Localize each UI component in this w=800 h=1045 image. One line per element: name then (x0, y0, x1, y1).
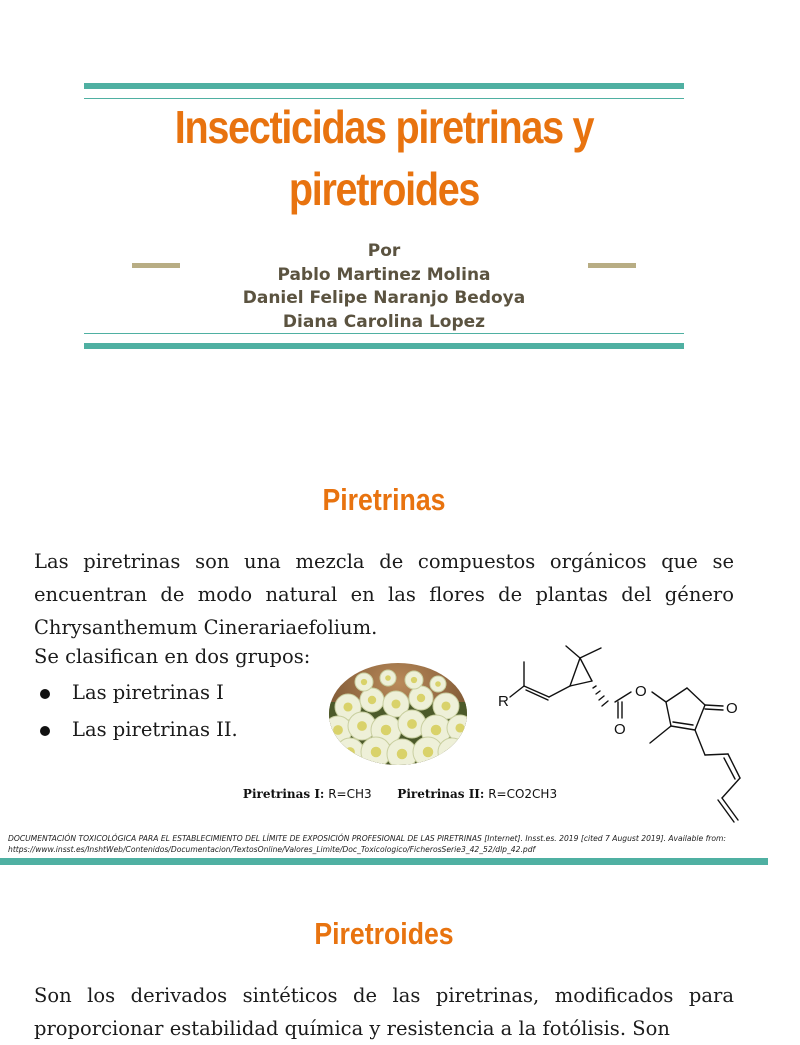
groups-list (40, 676, 238, 750)
citation-url: https://www.insst.es/InshtWeb/Contenidos/Documentacion/TextosOnline/Valores_Limite/Doc_Toxicologico/FicherosSerie3_42_52/dlp_42.pdf (8, 844, 536, 854)
ester-oxygen-label: O (635, 683, 647, 700)
flower-center (343, 702, 352, 711)
legend-type1-formula: R=CH3 (328, 787, 372, 801)
author-name: Daniel Felipe Naranjo Bedoya (242, 288, 526, 308)
flower-center (397, 749, 408, 760)
legend-type2-formula: R=CO2CH3 (488, 787, 558, 801)
flower-center (345, 747, 355, 757)
flower-center (333, 725, 343, 735)
left-dash (132, 263, 180, 268)
authors-block (200, 240, 568, 334)
flower-center (411, 677, 417, 683)
r-label: R (498, 693, 509, 710)
bottom-thick-rule (84, 343, 684, 349)
slide-separator (0, 858, 768, 865)
flower-center (423, 747, 434, 758)
author-name: Pablo Martinez Molina (277, 264, 491, 285)
title-line-2: piretroides (288, 163, 480, 215)
flower-center (368, 696, 376, 704)
flower-center (385, 675, 391, 681)
section-title-piretrinas: Piretrinas (322, 482, 446, 517)
flower-center (455, 723, 464, 732)
flower-center (357, 721, 367, 731)
flower-center (417, 694, 425, 702)
piretrinas-paragraph: Las piretrinas son una mezcla de compuestos orgánicos que se encuentran de modo natural en las flores de plantas del género Chrysanthemum Cinerariaefolium. (34, 550, 734, 639)
flower-center (371, 747, 382, 758)
flower-center (407, 719, 417, 729)
citation-line: DOCUMENTACIÓN TOXICOLÓGICA PARA EL ESTABLECIMIENTO DEL LÍMITE DE EXPOSICIÓN PROFESIONAL DE LAS PIRETRINAS [Internet]. Insst.es. 2019 [cited 7 August 2019]. Available from: (8, 834, 726, 843)
title-slide (0, 0, 768, 420)
flower-blossom (438, 738, 466, 766)
pyrethrin-type-legend (0, 787, 800, 801)
flower-center (361, 679, 367, 685)
by-label: Por (367, 241, 401, 261)
flower-center (391, 699, 400, 708)
citation-reference (8, 834, 760, 855)
title-line-1: Insecticidas piretrinas y (174, 101, 594, 153)
flower-blossom (336, 738, 364, 766)
bottom-thin-rule (84, 333, 684, 334)
flower-center (447, 747, 457, 757)
flower-center (381, 725, 392, 736)
section-title-piretroides: Piretroides (314, 916, 454, 951)
piretroides-paragraph: Son los derivados sintéticos de las piretrinas, modificados para proporcionar estabilidad química y resistencia a la fotólisis. Son (34, 984, 734, 1040)
top-thick-rule (84, 83, 684, 89)
author-name: Diana Carolina Lopez (282, 311, 486, 332)
right-dash (588, 263, 636, 268)
chrysanthemum-photo (328, 662, 468, 766)
groups-label: Se clasifican en dos grupos: (34, 645, 311, 668)
carbonyl-oxygen-label: O (614, 721, 626, 738)
list-item: Las piretrinas II. (40, 713, 238, 750)
flower-center (435, 681, 441, 687)
list-item: Las piretrinas I (40, 676, 238, 713)
presentation-title (126, 96, 642, 220)
legend-type1-label: Piretrinas I: (242, 787, 325, 801)
legend-type2-label: Piretrinas II: (397, 787, 485, 801)
ketone-oxygen-label: O (726, 700, 738, 717)
flower-center (441, 701, 450, 710)
pyrethrin-structure-diagram (490, 640, 746, 830)
flower-center (431, 725, 442, 736)
